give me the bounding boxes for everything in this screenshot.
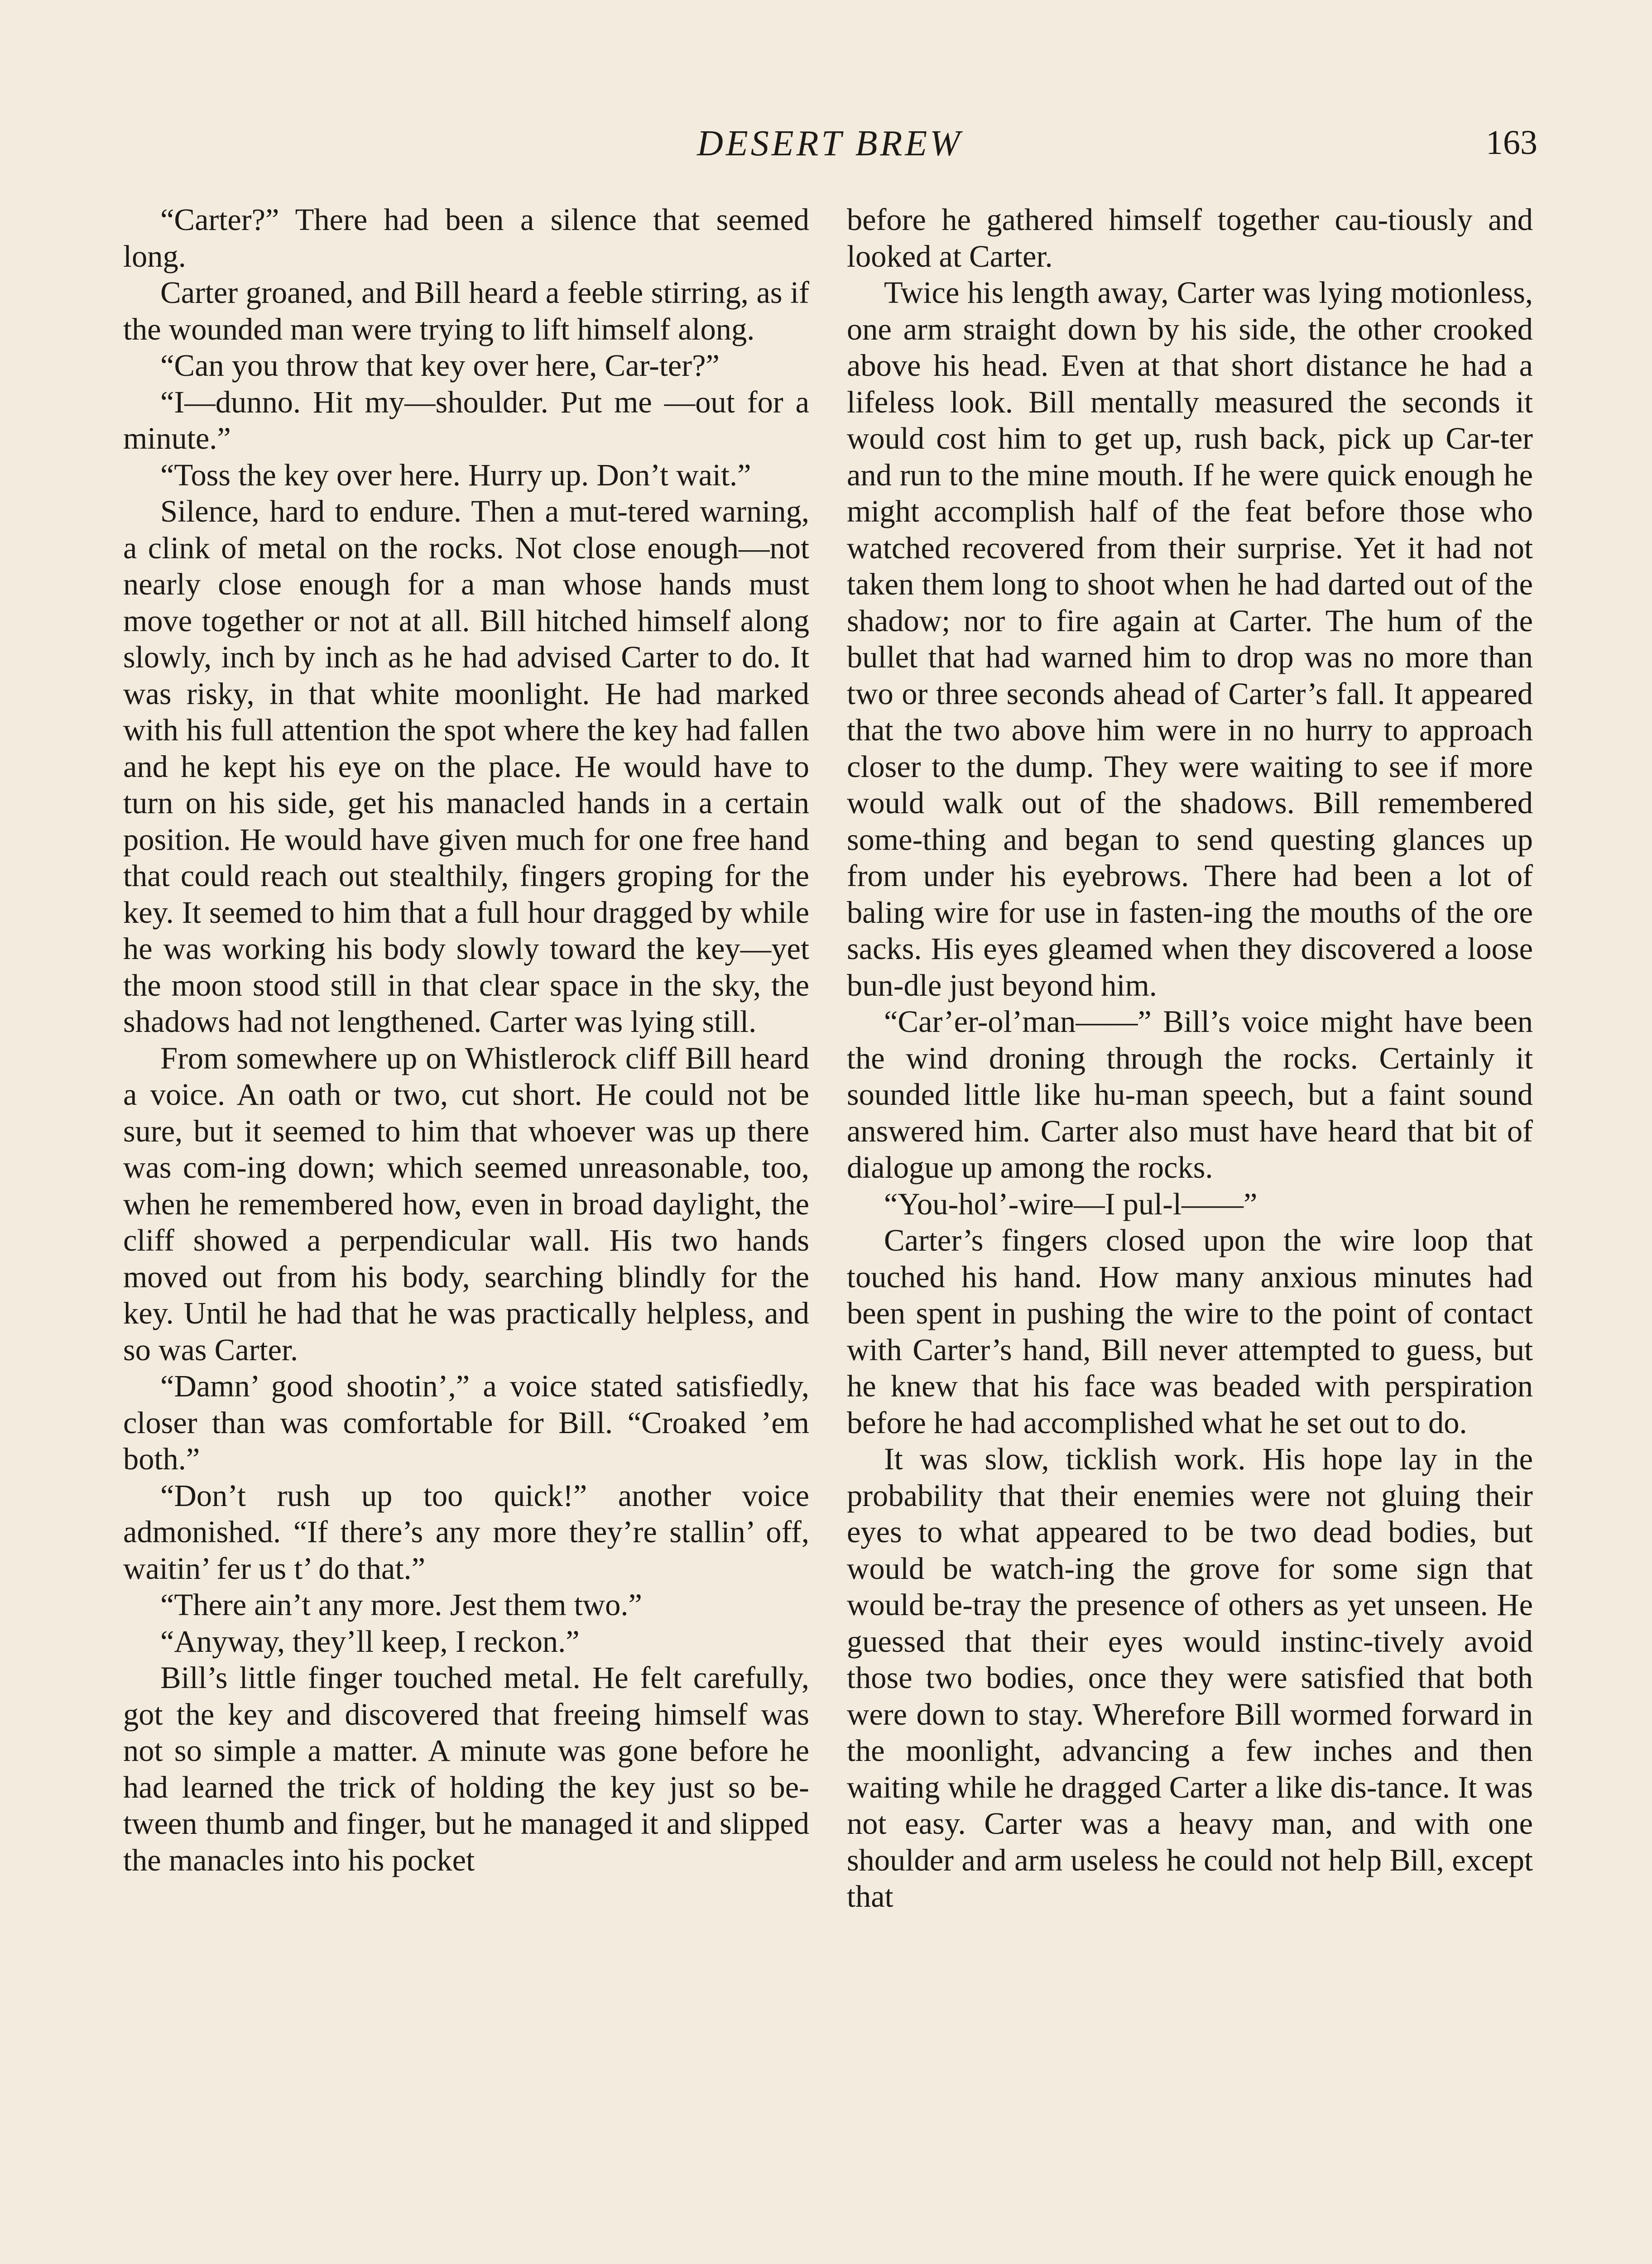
page-header <box>122 123 1537 173</box>
running-title: DESERT BREW <box>697 124 963 163</box>
paragraph: Bill’s little finger touched metal. He felt carefully, got the key and discovered that freeing himself was not so simple a matter. A minute was gone before he had learned the trick of holding the key just so be-tween thumb and finger, but he managed it and slipped the manacles into his pocket <box>123 1660 809 1877</box>
paragraph: “Car’er-ol’man——” Bill’s voice might have been the wind droning through the rocks. Certainly it sounded little like hu-man speech, but a faint sound answered him. Carter also must have heard that bit of dialogue up among the rocks. <box>847 1004 1533 1185</box>
paragraph: “Damn’ good shootin’,” a voice stated satisfiedly, closer than was comfortable for Bill. “Croaked ’em both.” <box>123 1369 809 1476</box>
paragraph: “Anyway, they’ll keep, I reckon.” <box>160 1624 580 1659</box>
paragraph: Twice his length away, Carter was lying motionless, one arm straight down by his side, the other crooked above his head. Even at that short distance he had a lifeless look. Bill mentally measured the seconds it would cost him to get up, rush back, pick up Car-ter and run to the mine mouth. If he were quick enough he might accomplish half of the feat before those who watched recovered from their surprise. Yet it had not taken them long to shoot when he had darted out of the shadow; nor to fire again at Carter. The hum of the bullet that had warned him to drop was no more than two or three seconds ahead of Carter’s fall. It appeared that the two above him were in no hurry to approach closer to the dump. They were waiting to see if more would walk out of the shadows. Bill remembered some-thing and began to send questing glances up from under his eyebrows. There had been a lot of baling wire for use in fasten-ing the mouths of the ore sacks. His eyes gleamed when they discovered a loose bun-dle just beyond him. <box>847 275 1533 1002</box>
paragraph: Carter groaned, and Bill heard a feeble stirring, as if the wounded man were trying to lift himself along. <box>123 275 809 346</box>
left-text-column <box>123 201 809 2264</box>
paragraph-continuation: before he gathered himself together cau-tiously and looked at Carter. <box>847 202 1533 273</box>
paragraph: “Can you throw that key over here, Car-ter?” <box>160 348 720 383</box>
page-number: 163 <box>1486 124 1537 162</box>
paragraph: Carter’s fingers closed upon the wire loop that touched his hand. How many anxious minutes had been spent in pushing the wire to the point of contact with Carter’s hand, Bill never attempted to guess, but he knew that his face was beaded with perspiration before he had accomplished what he set out to do. <box>847 1223 1533 1440</box>
paragraph: “You-hol’-wire—I pul-l——” <box>884 1186 1258 1221</box>
paragraph: It was slow, ticklish work. His hope lay in the probability that their enemies were not gluing their eyes to what appeared to be two dead bodies, but would be watch-ing the grove for some sign that would be-tray the presence of others as yet unseen. He guessed that their eyes would instinc-tively avoid those two bodies, once they were satisfied that both were down to stay. Wherefore Bill wormed forward in the moonlight, advancing a few inches and then waiting while he dragged Carter a like dis-tance. It was not easy. Carter was a heavy man, and with one shoulder and arm useless he could not help Bill, except that <box>847 1442 1533 1914</box>
right-text-column <box>847 201 1533 2264</box>
paragraph: “Toss the key over here. Hurry up. Don’t wait.” <box>160 457 751 492</box>
paragraph: “There ain’t any more. Jest them two.” <box>160 1588 642 1622</box>
paragraph: From somewhere up on Whistlerock cliff Bill heard a voice. An oath or two, cut short. He could not be sure, but it seemed to him that whoever was up there was com-ing down; which seemed unreasonable, too, when he remembered how, even in broad daylight, the cliff showed a perpendicular wall. His two hands moved out from his body, searching blindly for the key. Until he had that he was practically helpless, and so was Carter. <box>123 1041 809 1367</box>
paragraph: Silence, hard to endure. Then a mut-tered warning, a clink of metal on the rocks. Not close enough—not nearly close enough for a man whose hands must move together or not at all. Bill hitched himself along slowly, inch by inch as he had advised Carter to do. It was risky, in that white moonlight. He had marked with his full attention the spot where the key had fallen and he kept his eye on the place. He would have to turn on his side, get his manacled hands in a certain position. He would have given much for one free hand that could reach out stealthily, fingers groping for the key. It seemed to him that a full hour dragged by while he was working his body slowly toward the key—yet the moon stood still in that clear space in the sky, the shadows had not lengthened. Carter was lying still. <box>123 494 809 1039</box>
paragraph: “Don’t rush up too quick!” another voice admonished. “If there’s any more they’re stallin’ off, waitin’ fer us t’ do that.” <box>123 1478 809 1586</box>
paragraph: “I—dunno. Hit my—shoulder. Put me —out for a minute.” <box>123 384 809 456</box>
paragraph: “Carter?” There had been a silence that seemed long. <box>123 202 809 273</box>
